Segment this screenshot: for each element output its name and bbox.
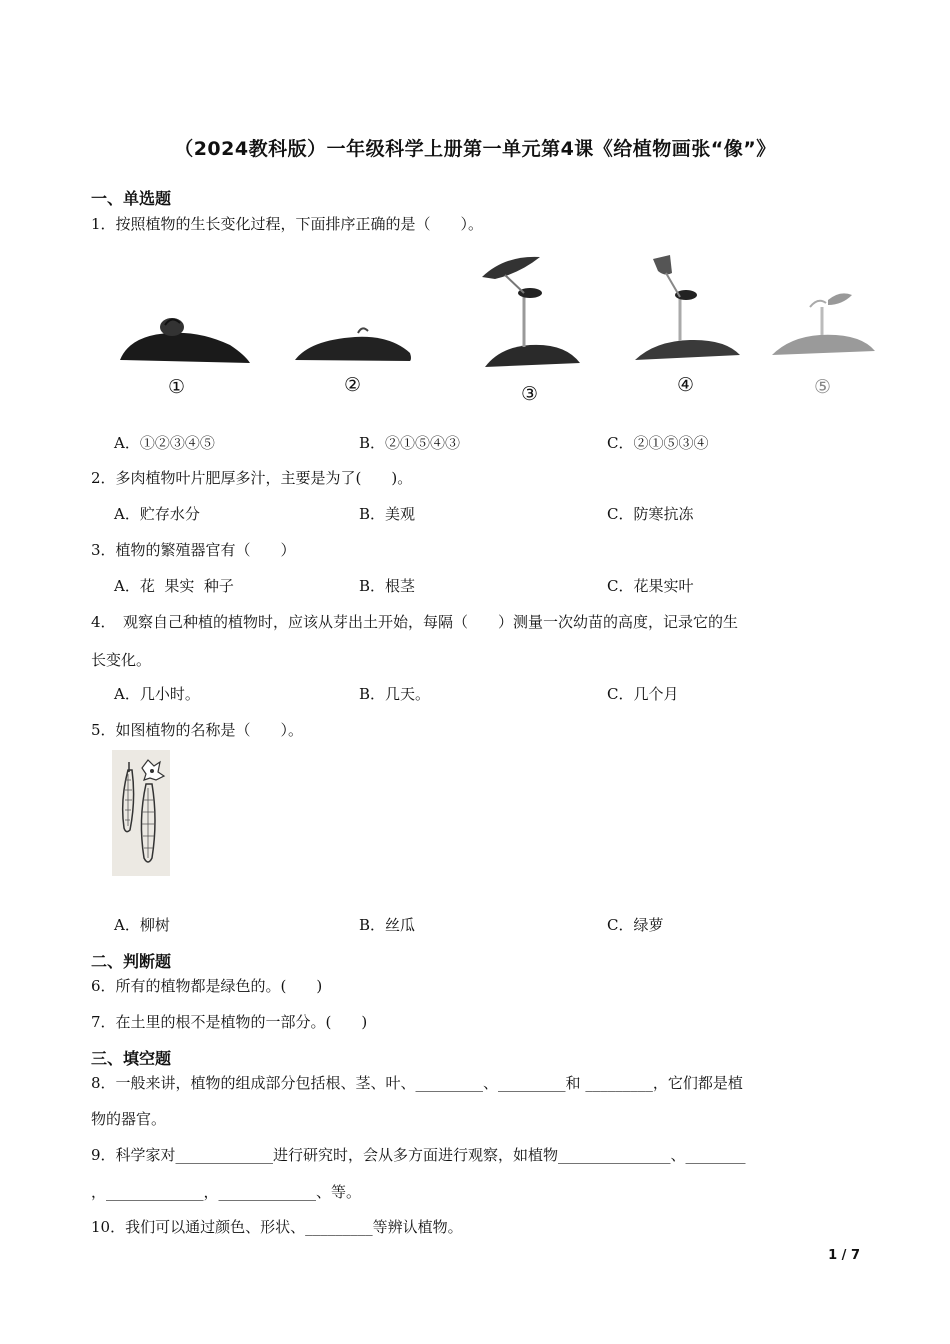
question-10: 10．我们可以通过颜色、形状、_________等辨认植物。 — [91, 1218, 463, 1236]
section-heading-fill-blank: 三、填空题 — [91, 1049, 172, 1068]
question-9-line-2: ，_____________，_____________、等。 — [91, 1183, 362, 1201]
question-6: 6．所有的植物都是绿色的。( ) — [91, 977, 323, 995]
question-9-line-1: 9．科学家对_____________进行研究时，会从多方面进行观察，如植物_______________、________ — [91, 1146, 746, 1164]
q1-option-c[interactable]: C．②①⑤③④ — [607, 434, 709, 452]
question-2: 2．多肉植物叶片肥厚多汁，主要是为了( )。 — [91, 469, 413, 487]
question-8-line-2: 物的器官。 — [91, 1110, 167, 1128]
luffa-plant-figure — [112, 750, 170, 876]
growth-stage-2 — [295, 328, 411, 361]
growth-stage-3 — [482, 257, 580, 367]
page-number: 1 / 7 — [828, 1248, 860, 1263]
q4-option-a[interactable]: A．几小时。 — [114, 685, 200, 703]
question-4-line-1: 4． 观察自己种植的植物时，应该从芽出土开始，每隔（ ）测量一次幼苗的高度，记录它的生 — [91, 613, 739, 631]
stage-label-5: ⑤ — [814, 376, 832, 398]
q2-option-a[interactable]: A．贮存水分 — [114, 505, 200, 523]
q3-option-b[interactable]: B．根茎 — [359, 577, 416, 595]
stage-label-3: ③ — [521, 383, 539, 405]
q3-option-a[interactable]: A．花 果实 种子 — [114, 577, 234, 595]
q1-option-b[interactable]: B．②①⑤④③ — [359, 434, 461, 452]
q4-option-c[interactable]: C．几个月 — [607, 685, 679, 703]
stage-label-2: ② — [344, 374, 362, 396]
q5-option-b[interactable]: B．丝瓜 — [359, 916, 416, 934]
q1-option-a[interactable]: A．①②③④⑤ — [114, 434, 215, 452]
q5-option-a[interactable]: A．柳树 — [114, 916, 170, 934]
growth-stage-4 — [635, 255, 740, 360]
q4-option-b[interactable]: B．几天。 — [359, 685, 431, 703]
question-8-line-1: 8．一般来讲，植物的组成部分包括根、茎、叶、_________、_________和 _________，它们都是植 — [91, 1074, 743, 1092]
section-heading-single-choice: 一、单选题 — [91, 189, 172, 208]
question-1: 1．按照植物的生长变化过程，下面排序正确的是（ ）。 — [91, 215, 484, 233]
q3-option-c[interactable]: C．花果实叶 — [607, 577, 694, 595]
stage-label-4: ④ — [677, 374, 695, 396]
q5-option-c[interactable]: C．绿萝 — [607, 916, 664, 934]
question-5: 5．如图植物的名称是（ ）。 — [91, 721, 304, 739]
q2-option-c[interactable]: C．防寒抗冻 — [607, 505, 694, 523]
growth-stage-5 — [772, 293, 875, 355]
section-heading-true-false: 二、判断题 — [91, 952, 172, 971]
stage-label-1: ① — [168, 376, 186, 398]
q2-option-b[interactable]: B．美观 — [359, 505, 416, 523]
growth-stage-1 — [120, 318, 250, 363]
page-title: （2024教科版）一年级科学上册第一单元第4课《给植物画张“像”》 — [174, 138, 776, 160]
plant-growth-stages-figure — [110, 245, 890, 410]
question-4-line-2: 长变化。 — [91, 651, 152, 669]
question-7: 7．在土里的根不是植物的一部分。( ) — [91, 1013, 368, 1031]
question-3: 3．植物的繁殖器官有（ ） — [91, 541, 296, 559]
